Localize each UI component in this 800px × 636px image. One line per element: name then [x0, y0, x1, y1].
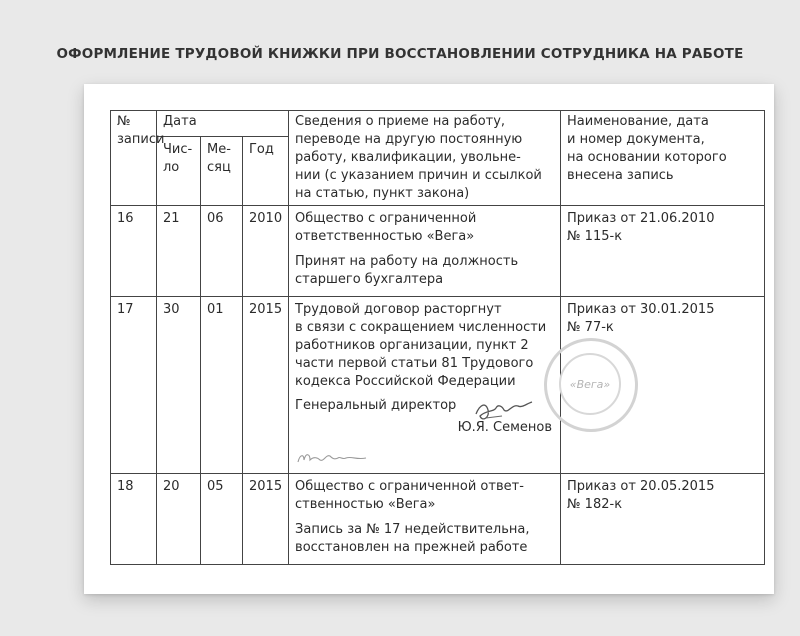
- stamp-center: [559, 353, 621, 415]
- entry-info-text: Принят на работу на должность старшего бухгалтера: [295, 254, 519, 287]
- entry-number: 16: [111, 206, 157, 297]
- header-document: Наименование, дата и номер документа, на основании которого внесена запись: [561, 111, 765, 206]
- entry-year: 2010: [243, 206, 289, 297]
- entry-info-company: Общество с ограниченной ответ- ственностью «Вега»: [295, 479, 524, 512]
- employee-signature: [296, 446, 378, 468]
- entry-info-company: Общество с ограниченной ответственностью «Вега»: [295, 211, 477, 244]
- header-year: Год: [243, 137, 289, 206]
- entry-year: 2015: [243, 474, 289, 565]
- header-month: Ме- сяц: [201, 137, 243, 206]
- header-info: Сведения о приеме на работу, переводе на другую постоянную работу, квалификации, увольне- нии (с указанием причин и ссылкой на статью, пункт закона): [289, 111, 561, 206]
- header-date: Дата: [157, 111, 289, 137]
- entry-year: 2015: [243, 297, 289, 474]
- page-title: ОФОРМЛЕНИЕ ТРУДОВОЙ КНИЖКИ ПРИ ВОССТАНОВЛЕНИИ СОТРУДНИКА НА РАБОТЕ: [56, 46, 744, 62]
- work-book-table: [110, 110, 765, 565]
- stamp-label: «Вега»: [569, 377, 611, 391]
- entry-document: Приказ от 20.05.2015 № 182-к: [561, 474, 765, 565]
- entry-day: 21: [157, 206, 201, 297]
- company-stamp: [544, 338, 638, 432]
- director-name: Ю.Я. Семенов: [457, 420, 553, 435]
- entry-info: [289, 206, 561, 297]
- table-row: [111, 297, 765, 474]
- entry-number: 18: [111, 474, 157, 565]
- entry-info-text: Запись за № 17 недействительна, восстановлен на прежней работе: [295, 522, 530, 555]
- director-signature: [472, 396, 536, 426]
- entry-document: Приказ от 21.06.2010 № 115-к: [561, 206, 765, 297]
- table-row: [111, 474, 765, 565]
- entry-month: 05: [201, 474, 243, 565]
- table-row: [111, 206, 765, 297]
- entry-number: 17: [111, 297, 157, 474]
- director-title: Генеральный директор: [295, 398, 457, 413]
- header-entry-number: № записи: [111, 111, 157, 206]
- work-book-sheet: [84, 84, 774, 594]
- entry-day: 20: [157, 474, 201, 565]
- entry-info-text: Трудовой договор расторгнут в связи с сокращением численности работников организации, пункт 2 части первой статьи 81 Трудового кодекса Российской Федерации: [295, 302, 547, 389]
- entry-month: 01: [201, 297, 243, 474]
- entry-day: 30: [157, 297, 201, 474]
- header-row-1: [111, 111, 765, 137]
- entry-month: 06: [201, 206, 243, 297]
- entry-document: Приказ от 30.01.2015 № 77-к: [561, 297, 765, 474]
- header-day: Чис- ло: [157, 137, 201, 206]
- entry-info: [289, 474, 561, 565]
